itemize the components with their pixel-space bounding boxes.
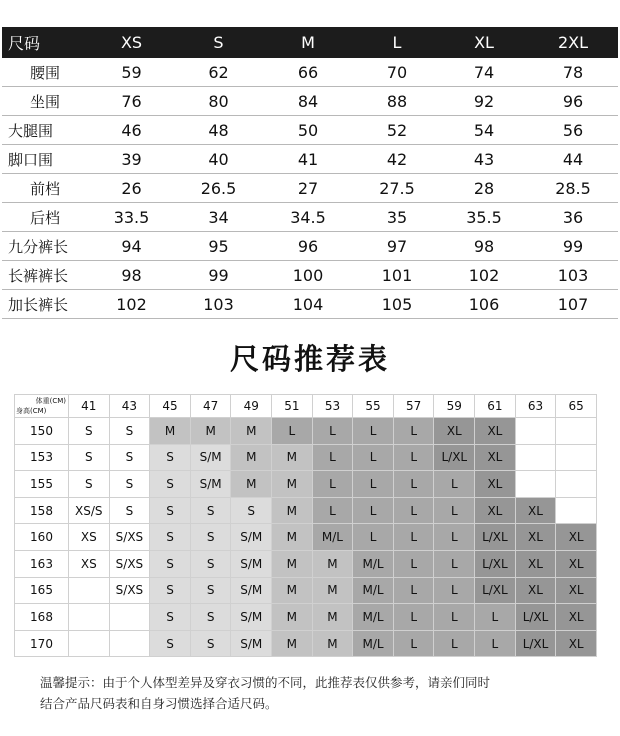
recommendation-cell: S <box>109 418 150 445</box>
size-chart-cell: 100 <box>262 261 354 290</box>
recommendation-cell: L <box>434 604 475 631</box>
recommendation-cell: S <box>109 497 150 524</box>
recommendation-cell: L <box>434 577 475 604</box>
recommendation-cell: S <box>190 524 231 551</box>
weight-header-cell: 51 <box>272 395 313 418</box>
size-chart-cell: 40 <box>175 145 262 174</box>
recommendation-cell: L <box>312 418 353 445</box>
size-chart-row <box>2 174 618 203</box>
recommendation-cell: L <box>393 471 434 498</box>
recommendation-cell: XL <box>556 630 597 657</box>
recommendation-cell: S <box>109 444 150 471</box>
recommendation-cell: S <box>69 444 110 471</box>
recommendation-cell: L/XL <box>475 524 516 551</box>
size-chart-cell: 59 <box>88 58 175 87</box>
recommendation-cell: M <box>272 471 313 498</box>
size-chart-row-label: 大腿围 <box>2 116 88 145</box>
size-chart-cell: 26 <box>88 174 175 203</box>
height-label-cell: 150 <box>15 418 69 445</box>
size-chart-cell: 99 <box>175 261 262 290</box>
size-chart-row-label: 前档 <box>2 174 88 203</box>
recommendation-cell: XS <box>69 524 110 551</box>
size-chart-cell: 78 <box>528 58 618 87</box>
recommendation-cell: L <box>312 471 353 498</box>
recommendation-cell: XS <box>69 550 110 577</box>
size-chart-row <box>2 203 618 232</box>
recommendation-cell: XL <box>515 497 556 524</box>
recommendation-cell: M/L <box>353 577 394 604</box>
recommendation-cell: L <box>393 444 434 471</box>
size-chart-cell: 39 <box>88 145 175 174</box>
recommendation-cell: XL <box>515 577 556 604</box>
recommendation-cell: S <box>150 577 191 604</box>
size-chart-cell: 42 <box>354 145 440 174</box>
size-chart-header-cell: 2XL <box>528 27 618 58</box>
size-chart-cell: 88 <box>354 87 440 116</box>
size-chart-cell: 70 <box>354 58 440 87</box>
recommendation-cell: XL <box>556 604 597 631</box>
recommendation-corner-cell <box>15 395 69 418</box>
recommendation-cell: M/L <box>353 604 394 631</box>
size-chart-cell: 103 <box>175 290 262 319</box>
recommendation-cell: M <box>272 630 313 657</box>
recommendation-row <box>15 444 597 471</box>
size-chart-cell: 48 <box>175 116 262 145</box>
size-chart-cell: 80 <box>175 87 262 116</box>
size-chart-cell: 26.5 <box>175 174 262 203</box>
recommendation-cell <box>69 577 110 604</box>
size-chart-cell: 99 <box>528 232 618 261</box>
recommendation-row <box>15 418 597 445</box>
recommendation-cell: XL <box>556 577 597 604</box>
size-chart-cell: 27.5 <box>354 174 440 203</box>
recommendation-cell: XL <box>556 524 597 551</box>
recommendation-cell: S <box>190 577 231 604</box>
weight-axis-label: 体重(CM) <box>35 397 66 405</box>
size-chart-cell: 103 <box>528 261 618 290</box>
size-chart-header-cell: M <box>262 27 354 58</box>
weight-header-cell: 57 <box>393 395 434 418</box>
recommendation-cell: S <box>190 497 231 524</box>
recommendation-cell: L <box>353 524 394 551</box>
size-chart-cell: 28.5 <box>528 174 618 203</box>
recommendation-cell: XL <box>475 497 516 524</box>
recommendation-cell: M <box>190 418 231 445</box>
recommendation-cell: M/L <box>312 524 353 551</box>
recommendation-cell: XL <box>434 418 475 445</box>
recommendation-cell: L <box>475 630 516 657</box>
size-chart-cell: 102 <box>88 290 175 319</box>
height-label-cell: 153 <box>15 444 69 471</box>
weight-header-cell: 65 <box>556 395 597 418</box>
recommendation-cell: L <box>312 444 353 471</box>
height-label-cell: 163 <box>15 550 69 577</box>
recommendation-cell <box>515 418 556 445</box>
size-chart-cell: 62 <box>175 58 262 87</box>
size-chart-cell: 35.5 <box>440 203 528 232</box>
recommendation-table <box>14 394 597 657</box>
height-label-cell: 165 <box>15 577 69 604</box>
size-chart-cell: 66 <box>262 58 354 87</box>
size-chart-row <box>2 87 618 116</box>
recommendation-cell: S <box>150 604 191 631</box>
recommendation-cell: L <box>434 497 475 524</box>
recommendation-cell <box>556 497 597 524</box>
size-chart-row-label: 腰围 <box>2 58 88 87</box>
recommendation-cell <box>109 604 150 631</box>
weight-header-cell: 61 <box>475 395 516 418</box>
recommendation-cell: L <box>434 550 475 577</box>
size-chart-cell: 105 <box>354 290 440 319</box>
recommendation-title: 尺码推荐表 <box>229 342 390 376</box>
recommendation-cell: M <box>312 550 353 577</box>
recommendation-cell: L <box>434 471 475 498</box>
size-chart-cell: 33.5 <box>88 203 175 232</box>
size-chart-cell: 52 <box>354 116 440 145</box>
size-chart-cell: 34.5 <box>262 203 354 232</box>
size-chart-cell: 41 <box>262 145 354 174</box>
recommendation-cell <box>556 444 597 471</box>
height-label-cell: 168 <box>15 604 69 631</box>
recommendation-cell: S <box>150 444 191 471</box>
size-chart-row <box>2 116 618 145</box>
weight-header-cell: 53 <box>312 395 353 418</box>
size-chart-cell: 106 <box>440 290 528 319</box>
recommendation-cell: L <box>393 577 434 604</box>
size-chart-cell: 27 <box>262 174 354 203</box>
recommendation-cell: S <box>150 497 191 524</box>
recommendation-cell: M <box>272 604 313 631</box>
size-chart-cell: 28 <box>440 174 528 203</box>
recommendation-row <box>15 524 597 551</box>
weight-header-cell: 49 <box>231 395 272 418</box>
recommendation-cell: L/XL <box>515 604 556 631</box>
size-chart-cell: 98 <box>88 261 175 290</box>
size-chart-cell: 94 <box>88 232 175 261</box>
recommendation-cell: L <box>434 524 475 551</box>
recommendation-cell: M/L <box>353 550 394 577</box>
size-tip-note <box>40 672 600 714</box>
recommendation-cell: XL <box>475 418 516 445</box>
size-chart-row-label: 脚口围 <box>2 145 88 174</box>
recommendation-cell: XL <box>515 524 556 551</box>
size-chart-row-label: 后档 <box>2 203 88 232</box>
size-chart-cell: 96 <box>528 87 618 116</box>
recommendation-cell: L/XL <box>434 444 475 471</box>
size-chart-cell: 95 <box>175 232 262 261</box>
size-tip-line: 温馨提示：由于个人体型差异及穿衣习惯的不同，此推荐表仅供参考，请亲们同时 <box>40 675 491 690</box>
recommendation-cell: XL <box>475 471 516 498</box>
weight-header-cell: 41 <box>69 395 110 418</box>
size-chart-table <box>2 27 618 319</box>
size-chart-header-cell: 尺码 <box>2 27 88 58</box>
size-chart-header-cell: S <box>175 27 262 58</box>
recommendation-cell: L <box>393 524 434 551</box>
recommendation-cell: S/M <box>231 577 272 604</box>
recommendation-cell: L <box>312 497 353 524</box>
size-chart-cell: 96 <box>262 232 354 261</box>
size-chart-row-label: 坐围 <box>2 87 88 116</box>
recommendation-cell: XL <box>556 550 597 577</box>
recommendation-cell: M <box>272 444 313 471</box>
size-chart-header-cell: XS <box>88 27 175 58</box>
weight-header-cell: 59 <box>434 395 475 418</box>
weight-header-cell: 43 <box>109 395 150 418</box>
recommendation-cell: L <box>353 497 394 524</box>
weight-header-cell: 45 <box>150 395 191 418</box>
recommendation-cell: L <box>434 630 475 657</box>
recommendation-cell: S/XS <box>109 524 150 551</box>
recommendation-cell: S/M <box>231 550 272 577</box>
recommendation-cell: S/M <box>190 444 231 471</box>
recommendation-cell: XL <box>515 550 556 577</box>
size-chart-cell: 97 <box>354 232 440 261</box>
recommendation-cell: XL <box>475 444 516 471</box>
size-chart-cell: 35 <box>354 203 440 232</box>
size-chart-row <box>2 232 618 261</box>
recommendation-cell: M <box>272 577 313 604</box>
size-chart-cell: 44 <box>528 145 618 174</box>
weight-header-cell: 63 <box>515 395 556 418</box>
recommendation-cell: M/L <box>353 630 394 657</box>
recommendation-cell <box>69 630 110 657</box>
recommendation-cell: L <box>353 418 394 445</box>
recommendation-cell: L/XL <box>475 550 516 577</box>
weight-header-cell: 47 <box>190 395 231 418</box>
recommendation-cell: M <box>312 577 353 604</box>
recommendation-cell: L <box>393 497 434 524</box>
size-chart-body <box>2 58 618 319</box>
recommendation-cell: S/M <box>231 630 272 657</box>
recommendation-cell: S <box>231 497 272 524</box>
recommendation-cell: L <box>393 630 434 657</box>
recommendation-cell <box>515 444 556 471</box>
recommendation-cell: L <box>475 604 516 631</box>
recommendation-cell: L/XL <box>475 577 516 604</box>
recommendation-cell <box>109 630 150 657</box>
recommendation-row <box>15 604 597 631</box>
size-chart-cell: 101 <box>354 261 440 290</box>
recommendation-cell: S/M <box>231 604 272 631</box>
size-chart-cell: 102 <box>440 261 528 290</box>
recommendation-cell: S <box>69 471 110 498</box>
size-chart-row <box>2 58 618 87</box>
recommendation-row <box>15 471 597 498</box>
height-label-cell: 160 <box>15 524 69 551</box>
size-chart-cell: 107 <box>528 290 618 319</box>
recommendation-cell: M <box>231 471 272 498</box>
recommendation-cell: S/XS <box>109 577 150 604</box>
recommendation-cell: S/M <box>231 524 272 551</box>
recommendation-cell <box>69 604 110 631</box>
recommendation-cell: M <box>272 550 313 577</box>
size-chart-row <box>2 145 618 174</box>
size-chart-cell: 36 <box>528 203 618 232</box>
size-chart-cell: 43 <box>440 145 528 174</box>
recommendation-cell: L <box>272 418 313 445</box>
size-chart-cell: 104 <box>262 290 354 319</box>
size-chart-cell: 46 <box>88 116 175 145</box>
recommendation-cell: M <box>312 630 353 657</box>
size-chart-cell: 74 <box>440 58 528 87</box>
height-axis-label: 身高(CM) <box>16 407 47 415</box>
size-chart-row-label: 九分裤长 <box>2 232 88 261</box>
size-chart-cell: 76 <box>88 87 175 116</box>
size-chart-cell: 56 <box>528 116 618 145</box>
size-chart-cell: 84 <box>262 87 354 116</box>
recommendation-cell: S <box>190 550 231 577</box>
size-chart-header-cell: XL <box>440 27 528 58</box>
height-label-cell: 158 <box>15 497 69 524</box>
recommendation-cell: M <box>150 418 191 445</box>
recommendation-cell: S <box>109 471 150 498</box>
recommendation-cell: S/M <box>190 471 231 498</box>
recommendation-cell <box>515 471 556 498</box>
size-chart-cell: 92 <box>440 87 528 116</box>
size-chart-header-cell: L <box>354 27 440 58</box>
recommendation-cell: L <box>353 471 394 498</box>
size-tip-line: 结合产品尺码表和自身习惯选择合适尺码。 <box>40 696 278 711</box>
recommendation-cell: L <box>393 418 434 445</box>
recommendation-cell: L <box>353 444 394 471</box>
recommendation-row <box>15 497 597 524</box>
recommendation-cell: M <box>231 444 272 471</box>
size-chart-row <box>2 261 618 290</box>
recommendation-cell <box>556 471 597 498</box>
recommendation-cell: L/XL <box>515 630 556 657</box>
recommendation-cell: S <box>190 630 231 657</box>
recommendation-cell: M <box>272 524 313 551</box>
recommendation-cell: S <box>150 524 191 551</box>
size-chart-header-row <box>2 27 618 58</box>
height-label-cell: 155 <box>15 471 69 498</box>
height-label-cell: 170 <box>15 630 69 657</box>
recommendation-cell: L <box>393 604 434 631</box>
recommendation-cell: L <box>393 550 434 577</box>
recommendation-cell: S <box>150 550 191 577</box>
size-chart-cell: 54 <box>440 116 528 145</box>
recommendation-cell <box>556 418 597 445</box>
recommendation-cell: S <box>150 471 191 498</box>
recommendation-cell: M <box>272 497 313 524</box>
recommendation-cell: XS/S <box>69 497 110 524</box>
recommendation-row <box>15 550 597 577</box>
recommendation-cell: S/XS <box>109 550 150 577</box>
size-chart-cell: 50 <box>262 116 354 145</box>
size-chart-row-label: 长裤裤长 <box>2 261 88 290</box>
recommendation-cell: S <box>69 418 110 445</box>
size-chart-row-label: 加长裤长 <box>2 290 88 319</box>
recommendation-row <box>15 630 597 657</box>
recommendation-cell: S <box>190 604 231 631</box>
recommendation-cell: M <box>231 418 272 445</box>
recommendation-row <box>15 577 597 604</box>
size-chart-cell: 98 <box>440 232 528 261</box>
recommendation-body <box>15 418 597 657</box>
size-chart-row <box>2 290 618 319</box>
recommendation-cell: S <box>150 630 191 657</box>
weight-header-cell: 55 <box>353 395 394 418</box>
recommendation-header-row <box>15 395 597 418</box>
recommendation-cell: M <box>312 604 353 631</box>
size-chart-cell: 34 <box>175 203 262 232</box>
